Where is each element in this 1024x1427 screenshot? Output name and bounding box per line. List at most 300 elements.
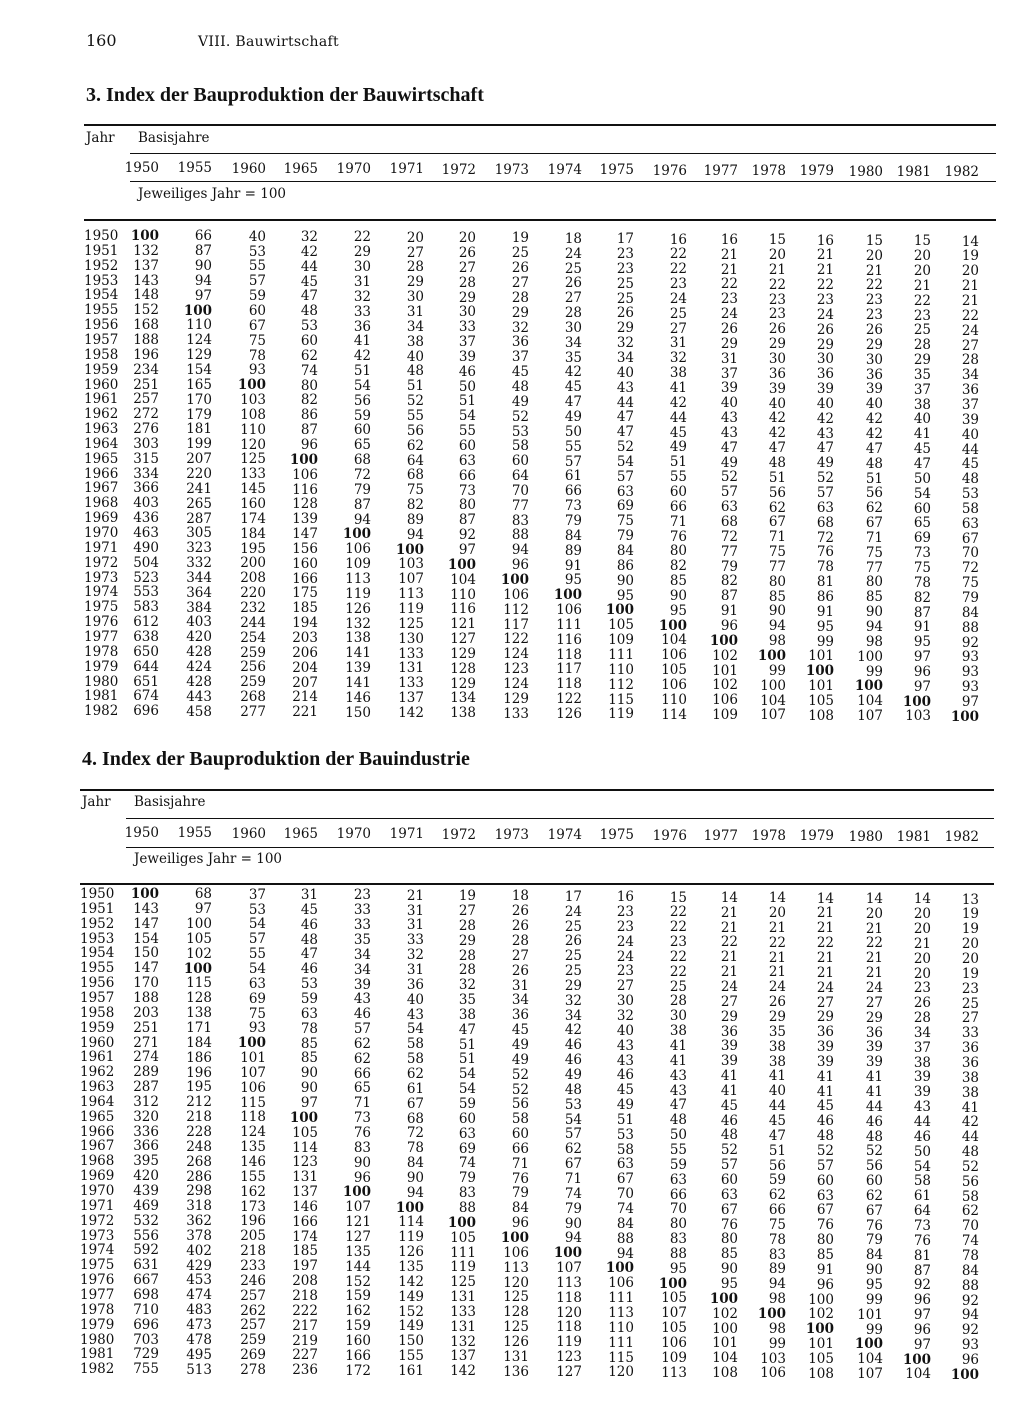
table-cell: 166 [292, 1213, 318, 1230]
table-cell: 40 [816, 395, 834, 412]
table-cell: 107 [857, 1366, 883, 1383]
row-year: 1962 [84, 406, 119, 423]
table-cell: 259 [240, 674, 266, 691]
base-year-header: 1973 [494, 161, 529, 178]
table-cell: 46 [564, 1052, 582, 1069]
table-cell: 143 [133, 272, 159, 289]
base-year-header: 1976 [652, 162, 687, 179]
table-cell: 101 [712, 662, 738, 679]
table-cell: 115 [608, 1349, 634, 1366]
table-cell: 87 [913, 604, 931, 621]
table-cell: 19 [961, 248, 979, 265]
table-cell: 129 [450, 645, 476, 662]
table-cell: 45 [511, 1022, 529, 1039]
table-cell: 106 [661, 1335, 687, 1351]
table-cell: 94 [961, 1307, 979, 1324]
table-cell: 56 [353, 392, 371, 409]
table-cell: 131 [503, 1348, 529, 1365]
table-cell: 39 [353, 976, 371, 993]
table-cell: 150 [133, 945, 159, 962]
table-cell: 23 [865, 292, 883, 309]
table-cell: 362 [186, 1213, 212, 1230]
base-year-header: 1980 [848, 163, 883, 180]
table-cell: 128 [186, 990, 212, 1007]
table-cell: 47 [720, 439, 738, 456]
table-cell: 29 [458, 289, 476, 306]
table-cell: 147 [292, 526, 318, 543]
table-cell: 100 [186, 916, 212, 933]
table-cell: 51 [865, 470, 883, 487]
table-cell: 77 [720, 543, 738, 560]
table-cell: 150 [398, 1333, 424, 1350]
table-cell: 257 [133, 391, 159, 408]
table-cell: 133 [398, 645, 424, 662]
table-cell: 68 [353, 452, 371, 469]
table-cell: 96 [511, 557, 529, 574]
table-cell: 35 [353, 931, 371, 948]
table-cell: 62 [865, 1187, 883, 1204]
table-cell: 38 [913, 1054, 931, 1071]
row-year: 1950 [84, 228, 119, 244]
table-cell: 112 [608, 676, 634, 693]
table-cell: 89 [406, 511, 424, 528]
table-cell: 47 [564, 394, 582, 411]
table-cell: 60 [720, 1172, 738, 1188]
table-cell: 56 [961, 1173, 979, 1190]
table-cell: 52 [511, 1081, 529, 1098]
table-cell: 115 [186, 975, 212, 992]
table-cell: 98 [768, 1291, 786, 1308]
table-cell: 125 [450, 1274, 476, 1291]
table-cell: 101 [808, 1336, 834, 1353]
table-cell: 138 [186, 1005, 212, 1022]
row-year: 1977 [84, 628, 119, 645]
table-cell: 60 [913, 500, 931, 517]
table-cell: 101 [712, 1335, 738, 1352]
table-cell: 97 [913, 649, 931, 666]
table-cell: 93 [961, 649, 979, 666]
table-cell: 114 [661, 706, 687, 723]
table-cell: 48 [768, 454, 786, 471]
table-cell: 48 [300, 303, 318, 320]
table-cell: 208 [240, 570, 266, 587]
table-cell: 117 [503, 616, 529, 633]
table-cell: 195 [186, 1079, 212, 1096]
table-cell: 45 [913, 441, 931, 458]
table-cell: 29 [865, 1009, 883, 1026]
table-cell: 48 [816, 1128, 834, 1145]
table-cell: 81 [816, 574, 834, 591]
table-cell: 227 [292, 1347, 318, 1364]
row-year: 1982 [80, 1361, 115, 1378]
table-cell: 696 [133, 703, 159, 720]
base-year-header: 1950 [124, 825, 159, 841]
table-cell: 110 [240, 421, 266, 438]
table-cell: 21 [816, 949, 834, 966]
table-cell: 105 [808, 692, 834, 709]
table-cell: 63 [961, 515, 979, 532]
table-cell: 303 [133, 435, 159, 452]
table-cell: 41 [865, 1069, 883, 1086]
column-group-label: Basisjahre [134, 794, 206, 810]
row-year: 1975 [80, 1257, 115, 1274]
table-cell: 80 [816, 1232, 834, 1249]
row-year: 1971 [80, 1197, 115, 1214]
row-year: 1964 [84, 435, 119, 452]
table-cell: 48 [669, 1112, 687, 1129]
table-cell: 47 [458, 1021, 476, 1038]
row-year: 1963 [84, 421, 119, 438]
table-cell: 137 [398, 690, 424, 707]
table-cell: 29 [616, 320, 634, 337]
table-cell: 121 [450, 616, 476, 633]
table-cell: 109 [608, 632, 634, 649]
table-cell: 21 [768, 964, 786, 981]
table-cell: 47 [300, 946, 318, 963]
table-cell: 40 [720, 395, 738, 412]
table-cell: 26 [564, 933, 582, 950]
table-cell: 24 [564, 245, 582, 262]
table-cell: 45 [300, 901, 318, 918]
table-cell: 62 [768, 499, 786, 516]
table-cell: 79 [353, 481, 371, 498]
table-cell: 127 [556, 1364, 582, 1380]
table-cell: 23 [768, 306, 786, 323]
table-cell: 710 [133, 1301, 159, 1318]
table-cell: 104 [905, 1366, 931, 1383]
table-cell: 67 [865, 515, 883, 532]
table-cell: 312 [133, 1093, 159, 1110]
table-cell: 109 [712, 707, 738, 724]
table-cell: 96 [913, 663, 931, 680]
table-cell: 60 [816, 1172, 834, 1189]
table-cell: 27 [720, 993, 738, 1010]
table-cell: 43 [669, 1082, 687, 1099]
base-year-header: 1970 [336, 826, 371, 842]
table-cell: 23 [616, 918, 634, 935]
table-cell: 72 [353, 467, 371, 483]
table-cell: 14 [865, 890, 883, 907]
table-cell: 257 [240, 1287, 266, 1304]
table-cell: 23 [616, 260, 634, 277]
table-cell: 196 [133, 346, 159, 363]
table-cell: 74 [564, 1185, 582, 1202]
table-cell: 59 [768, 1172, 786, 1189]
table-cell: 120 [608, 1364, 634, 1381]
table-cell: 28 [913, 1010, 931, 1027]
table-cell: 631 [133, 1257, 159, 1274]
table-cell: 52 [511, 408, 529, 425]
table-cell: 41 [865, 1083, 883, 1100]
table-cell: 92 [961, 1322, 979, 1339]
table-cell: 100 [395, 541, 424, 558]
table-cell: 16 [616, 889, 634, 906]
table-cell: 100 [805, 1321, 834, 1338]
table-cell: 39 [720, 1038, 738, 1055]
table-cell: 22 [720, 276, 738, 293]
row-year: 1965 [84, 450, 119, 467]
table-cell: 44 [669, 409, 687, 426]
table-cell: 47 [300, 288, 318, 305]
table-cell: 100 [605, 602, 634, 619]
table-cell: 78 [961, 1248, 979, 1264]
table-cell: 76 [669, 528, 687, 545]
table-cell: 36 [865, 366, 883, 383]
table-cell: 57 [248, 931, 266, 948]
table-cell: 205 [240, 1228, 266, 1245]
table-header-bottom-rule [80, 883, 994, 885]
row-year: 1973 [84, 569, 119, 586]
table-cell: 75 [248, 332, 266, 349]
table-cell: 26 [458, 244, 476, 261]
row-year: 1957 [84, 331, 119, 348]
table-cell: 93 [248, 362, 266, 379]
table-cell: 101 [857, 1306, 883, 1323]
table-cell: 41 [669, 1052, 687, 1069]
table-cell: 25 [669, 978, 687, 995]
table-cell: 54 [458, 1081, 476, 1098]
base-year-header: 1972 [441, 161, 476, 178]
table-cell: 57 [720, 1157, 738, 1174]
table-cell: 142 [398, 704, 424, 721]
table-cell: 142 [398, 1273, 424, 1290]
table-cell: 24 [816, 979, 834, 996]
table-cell: 33 [458, 319, 476, 336]
table-cell: 132 [133, 242, 159, 259]
table-cell: 60 [458, 438, 476, 454]
table-cell: 29 [816, 1009, 834, 1026]
table-cell: 99 [865, 663, 883, 680]
table-cell: 188 [133, 331, 159, 348]
table-cell: 63 [458, 452, 476, 469]
table-cell: 21 [816, 964, 834, 981]
table-cell: 651 [133, 673, 159, 690]
table-cell: 200 [240, 555, 266, 572]
table-cell: 53 [564, 1096, 582, 1113]
table-cell: 106 [712, 692, 738, 709]
table-cell: 49 [669, 439, 687, 456]
table-cell: 48 [961, 471, 979, 488]
table-cell: 59 [669, 1156, 687, 1173]
table-cell: 103 [240, 392, 266, 409]
table-cell: 132 [345, 615, 371, 632]
table-cell: 154 [133, 930, 159, 947]
table-cell: 22 [669, 246, 687, 263]
table-cell: 66 [768, 1202, 786, 1219]
table-cell: 37 [458, 334, 476, 351]
table-cell: 110 [661, 691, 687, 708]
table-cell: 21 [913, 935, 931, 952]
table-cell: 40 [406, 991, 424, 1008]
table-cell: 51 [406, 378, 424, 395]
table-cell: 33 [961, 1025, 979, 1042]
table-cell: 49 [511, 1036, 529, 1053]
table-cell: 228 [186, 1123, 212, 1140]
table-cell: 54 [913, 1158, 931, 1175]
table-cell: 51 [669, 454, 687, 471]
table-cell: 78 [248, 347, 266, 364]
table-cell: 111 [608, 646, 634, 663]
table-cell: 85 [300, 1035, 318, 1052]
table-cell: 15 [913, 233, 931, 250]
table-cell: 44 [913, 1114, 931, 1130]
table-cell: 21 [720, 949, 738, 966]
table-cell: 236 [292, 1362, 318, 1379]
table-cell: 89 [564, 542, 582, 559]
table-cell: 14 [720, 889, 738, 906]
table-cell: 27 [816, 994, 834, 1011]
row-year: 1980 [84, 673, 119, 690]
table-cell: 256 [240, 659, 266, 676]
table-cell: 232 [240, 599, 266, 616]
table-cell: 66 [669, 1186, 687, 1203]
table-cell: 52 [720, 469, 738, 486]
table-cell: 50 [913, 470, 931, 487]
table-cell: 29 [816, 336, 834, 353]
table-cell: 107 [857, 708, 883, 725]
table-cell: 21 [768, 949, 786, 966]
table-cell: 22 [913, 292, 931, 309]
table-cell: 122 [503, 631, 529, 648]
table-cell: 32 [564, 992, 582, 1009]
table-cell: 47 [616, 424, 634, 441]
table-cell: 119 [450, 1259, 476, 1276]
table-cell: 30 [768, 351, 786, 367]
table-cell: 31 [406, 962, 424, 978]
base-year-header: 1978 [751, 828, 786, 844]
table-cell: 152 [345, 1273, 371, 1290]
table-cell: 203 [292, 630, 318, 646]
table-cell: 29 [353, 244, 371, 261]
table-cell: 100 [658, 1275, 687, 1292]
table-cell: 122 [556, 691, 582, 708]
table-cell: 22 [720, 934, 738, 951]
table-cell: 46 [913, 1128, 931, 1145]
table-cell: 64 [913, 1203, 931, 1220]
table-cell: 29 [913, 352, 931, 369]
table-cell: 84 [511, 1200, 529, 1217]
table-cell: 334 [133, 465, 159, 482]
table-cell: 51 [458, 1051, 476, 1068]
table-cell: 43 [406, 1006, 424, 1023]
base-year-header: 1978 [751, 163, 786, 179]
row-year: 1972 [84, 554, 119, 571]
table-cell: 106 [661, 647, 687, 664]
table-cell: 28 [913, 337, 931, 354]
table-cell: 63 [458, 1125, 476, 1142]
table-cell: 67 [616, 1171, 634, 1188]
table-cell: 46 [720, 1112, 738, 1129]
table-cell: 21 [865, 262, 883, 279]
row-year: 1967 [80, 1138, 115, 1155]
table-cell: 61 [406, 1080, 424, 1097]
table-cell: 52 [406, 393, 424, 410]
table-cell: 65 [353, 1080, 371, 1097]
table-cell: 59 [458, 1096, 476, 1112]
table-cell: 54 [458, 408, 476, 425]
table-cell: 42 [961, 1114, 979, 1131]
table-cell: 54 [564, 1111, 582, 1128]
table-cell: 26 [616, 305, 634, 322]
table-cell: 49 [511, 1051, 529, 1068]
row-year: 1959 [80, 1019, 115, 1036]
table-cell: 119 [398, 601, 424, 617]
table-cell: 133 [240, 466, 266, 483]
table-cell: 79 [865, 1232, 883, 1249]
table-cell: 104 [661, 632, 687, 649]
table-cell: 95 [816, 618, 834, 635]
table-cell: 220 [240, 585, 266, 602]
table-cell: 30 [616, 993, 634, 1010]
table-cell: 39 [720, 1053, 738, 1070]
table-cell: 103 [398, 556, 424, 573]
table-cell: 48 [865, 455, 883, 472]
table-cell: 21 [865, 950, 883, 967]
table-cell: 22 [353, 229, 371, 246]
table-cell: 504 [133, 554, 159, 571]
table-cell: 128 [450, 660, 476, 677]
table-cell: 674 [133, 688, 159, 705]
table-cell: 26 [816, 321, 834, 338]
table-cell: 40 [248, 228, 266, 245]
table-cell: 108 [808, 1365, 834, 1382]
table-cell: 106 [240, 1079, 266, 1096]
table-cell: 63 [816, 499, 834, 516]
table-cell: 336 [133, 1123, 159, 1140]
table-cell: 38 [669, 365, 687, 382]
table-cell: 100 [605, 1260, 634, 1277]
table-cell: 47 [768, 440, 786, 457]
table-cell: 123 [503, 661, 529, 678]
table-cell: 39 [816, 1053, 834, 1070]
table-cell: 107 [760, 707, 786, 724]
table-cell: 113 [556, 1274, 582, 1291]
table-cell: 124 [503, 646, 529, 663]
table-cell: 100 [289, 1109, 318, 1126]
table-cell: 29 [720, 1008, 738, 1025]
row-year: 1974 [80, 1242, 115, 1259]
table-cell: 650 [133, 643, 159, 660]
table-cell: 63 [816, 1187, 834, 1204]
table-cell: 80 [768, 573, 786, 590]
table-cell: 268 [186, 1153, 212, 1170]
table-cell: 43 [669, 1067, 687, 1084]
table-cell: 20 [913, 262, 931, 279]
table-cell: 44 [961, 1129, 979, 1146]
table-cell: 27 [961, 337, 979, 354]
table-cell: 91 [564, 557, 582, 574]
table-cell: 34 [961, 367, 979, 384]
table-cell: 160 [345, 1332, 371, 1349]
table-cell: 20 [865, 905, 883, 922]
table-cell: 34 [511, 992, 529, 1009]
table-cell: 52 [865, 1143, 883, 1160]
row-year: 1952 [84, 257, 119, 274]
table-cell: 56 [865, 485, 883, 502]
table-cell: 251 [133, 376, 159, 393]
table-cell: 20 [961, 951, 979, 967]
table-cell: 14 [913, 891, 931, 908]
table-cell: 52 [816, 470, 834, 487]
row-year: 1976 [84, 614, 119, 631]
table-cell: 60 [300, 333, 318, 349]
table-cell: 90 [865, 604, 883, 621]
table-cell: 41 [816, 1068, 834, 1085]
table-cell: 45 [669, 424, 687, 441]
table-cell: 135 [240, 1139, 266, 1156]
table-cell: 63 [616, 483, 634, 500]
table-cell: 305 [186, 525, 212, 542]
